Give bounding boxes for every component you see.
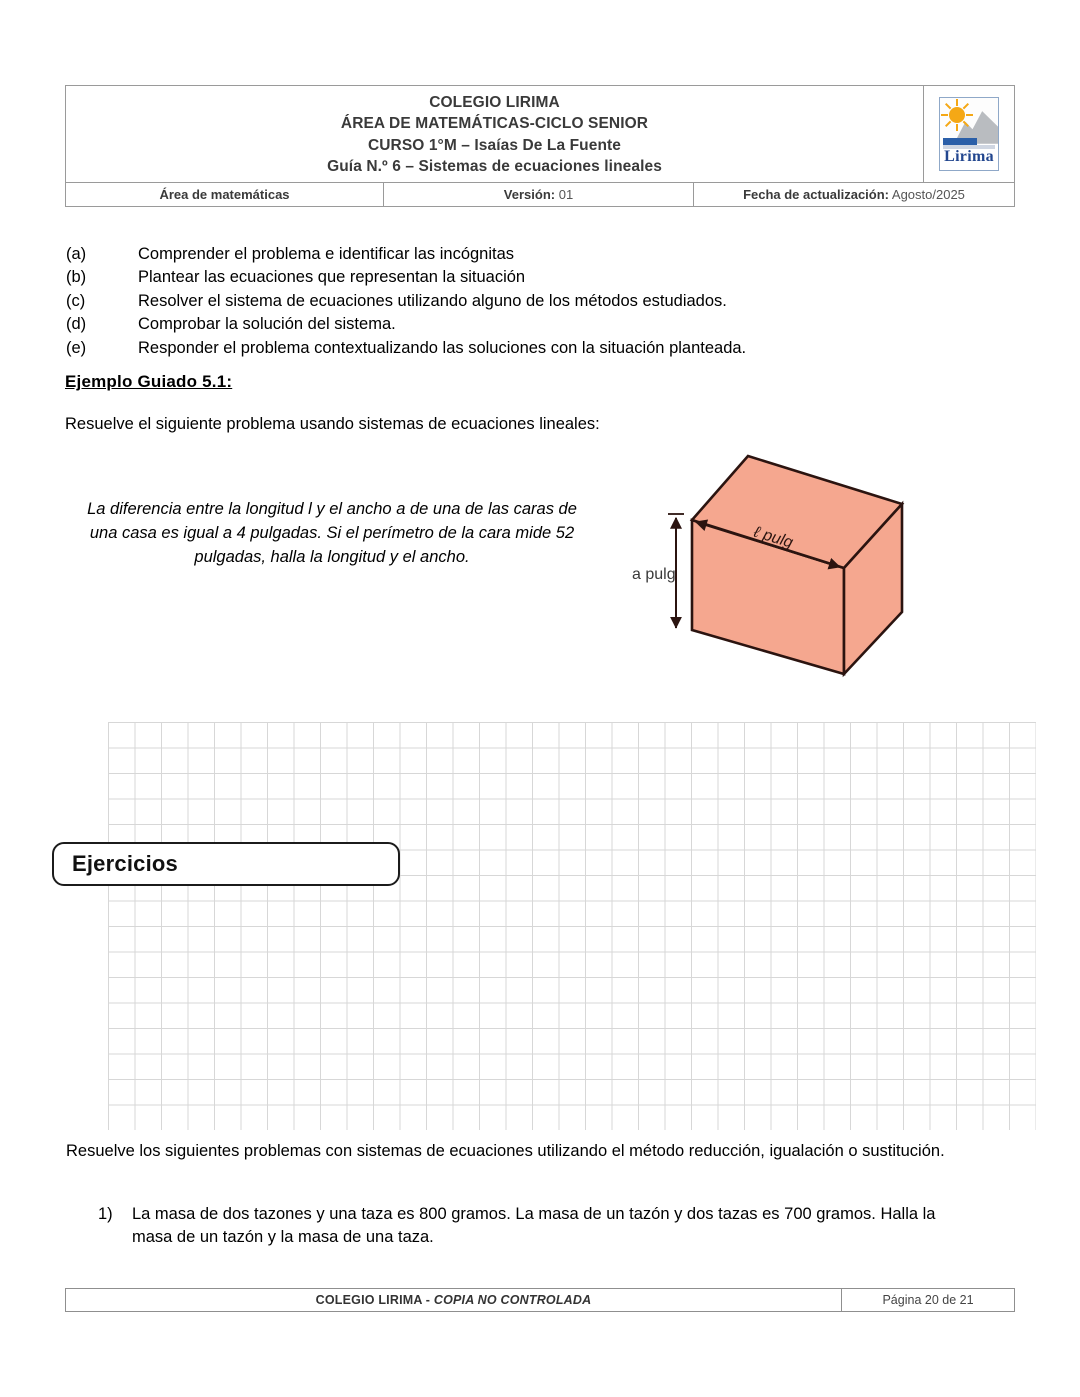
header-meta-area: Área de matemáticas <box>66 183 384 206</box>
header-title-block <box>66 86 923 182</box>
list-item <box>66 337 986 360</box>
answer-work-grid[interactable] <box>108 722 1036 1130</box>
exercises-instruction: Resuelve los siguientes problemas con sistemas de ecuaciones utilizando el método reducción, igualación o sustitución. <box>66 1142 945 1160</box>
list-item <box>66 266 986 289</box>
length-label: ℓ pulg <box>751 523 795 552</box>
header-line-area: ÁREA DE MATEMÁTICAS-CICLO SENIOR <box>340 115 649 133</box>
logo-wordmark: Lirima <box>944 147 994 165</box>
exercise-number: 1) <box>98 1205 113 1223</box>
procedure-step-list <box>66 243 986 360</box>
list-item-label: Resolver el sistema de ecuaciones utilizando alguno de los métodos estudiados. <box>138 291 727 310</box>
sun-ray-icon <box>956 124 958 131</box>
date-label: Fecha de actualización: <box>743 186 889 202</box>
header-line-school: COLEGIO LIRIMA <box>429 94 560 111</box>
header-logo-cell <box>923 86 1014 182</box>
exercise-text: La masa de dos tazones y una taza es 800 gramos. La masa de un tazón y dos tazas es 700 gramos. Halla la masa de un tazón y la masa de una taza. <box>132 1205 936 1247</box>
list-item-key: (b) <box>66 268 87 287</box>
lirima-logo <box>939 97 999 171</box>
document-footer <box>65 1288 1015 1312</box>
header-meta-row <box>66 183 1014 206</box>
rectangular-prism-figure <box>620 450 940 695</box>
logo-water-band <box>943 138 977 145</box>
header-line-guide: Guía N.º 6 – Sistemas de ecuaciones lineales <box>327 158 662 176</box>
document-header-table <box>65 85 1015 207</box>
version-value: 01 <box>558 186 574 202</box>
ejercicios-section-banner <box>52 842 400 886</box>
example-problem-statement: La diferencia entre la longitud l y el ancho a de una de las caras de una casa es igual a 4 pulgadas. Si el perímetro de la cara mide 52 pulgadas, halla la longitud y el ancho. <box>87 500 577 566</box>
list-item-label: Comprobar la solución del sistema. <box>138 315 396 334</box>
list-item <box>66 313 986 336</box>
prism-svg <box>620 450 940 695</box>
list-item-key: (a) <box>66 245 87 263</box>
footer-page-number: Página 20 de 21 <box>882 1293 974 1307</box>
date-value: Agosto/2025 <box>891 186 965 202</box>
example-intro-text: Resuelve el siguiente problema usando sistemas de ecuaciones lineales: <box>65 415 600 433</box>
example-heading: Ejemplo Guiado 5.1: <box>65 372 233 391</box>
width-label: a pulg <box>632 566 676 583</box>
list-item <box>66 243 986 266</box>
header-meta-version <box>384 183 694 206</box>
list-item-label: Plantear las ecuaciones que representan la situación <box>138 268 526 287</box>
list-item-key: (c) <box>66 291 86 310</box>
list-item-key: (e) <box>66 338 87 357</box>
sun-ray-icon <box>941 114 948 116</box>
ejercicios-label: Ejercicios <box>72 851 178 876</box>
footer-school-label: COLEGIO LIRIMA - <box>315 1293 431 1307</box>
footer-copy-note: COPIA NO CONTROLADA <box>433 1293 592 1307</box>
exercise-item <box>98 1203 978 1250</box>
footer-school-block <box>66 1289 842 1311</box>
list-item-label: Responder el problema contextualizando las soluciones con la situación planteada. <box>138 338 747 357</box>
header-title-row <box>66 86 1014 183</box>
sun-ray-icon <box>956 99 958 106</box>
version-label: Versión: <box>503 186 556 202</box>
header-meta-date <box>694 183 1014 206</box>
header-line-course: CURSO 1°M – Isaías De La Fuente <box>367 136 622 154</box>
list-item-key: (d) <box>66 315 87 334</box>
list-item <box>66 290 986 313</box>
list-item-label: Comprender el problema e identificar las incógnitas <box>138 245 515 263</box>
sun-ray-icon <box>966 114 973 116</box>
